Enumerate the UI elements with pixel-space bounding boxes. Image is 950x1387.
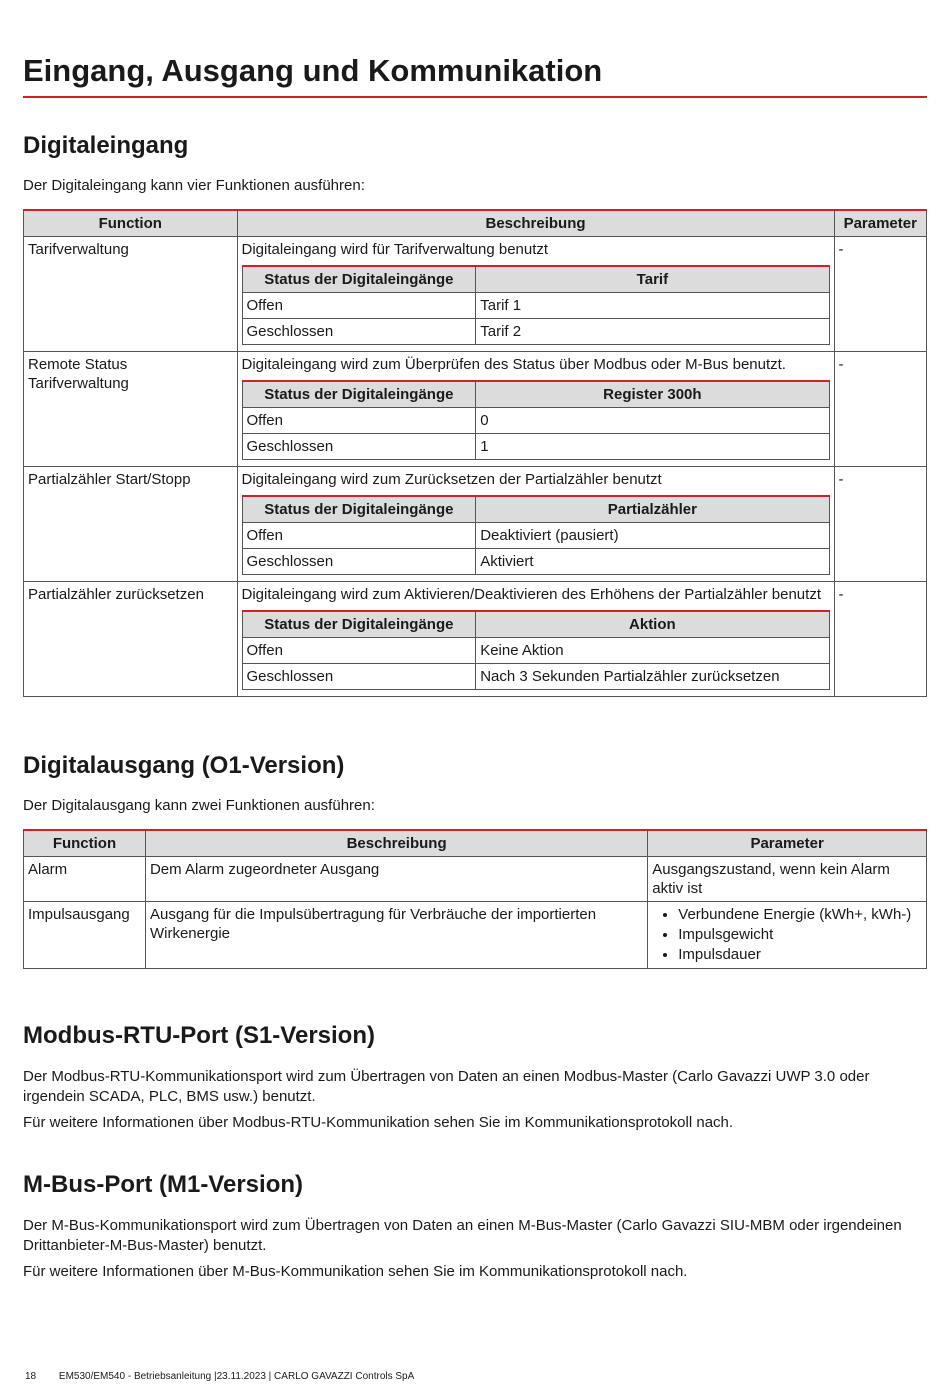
inner-cell: Offen <box>242 523 476 549</box>
inner-header-status: Status der Digitaleingänge <box>242 266 476 293</box>
inner-row <box>242 434 829 460</box>
inner-cell: Offen <box>242 638 476 664</box>
inner-status-table <box>242 610 830 690</box>
inner-cell: Nach 3 Sekunden Partialzähler zurücksetzen <box>476 664 829 690</box>
description-cell <box>237 237 834 352</box>
modbus-paragraph-2: Für weitere Informationen über Modbus-RTU-Kommunikation sehen Sie im Kommunikationsprotokoll nach. <box>23 1114 734 1131</box>
description-text: Digitaleingang wird zum Zurücksetzen der Partialzähler benutzt <box>241 471 662 488</box>
inner-cell: Aktiviert <box>476 549 829 575</box>
footer-text: EM530/EM540 - Betriebsanleitung |23.11.2023 | CARLO GAVAZZI Controls SpA <box>58 1371 415 1382</box>
inner-header-status: Status der Digitaleingänge <box>242 496 476 523</box>
parameter-cell: - <box>834 582 926 697</box>
inner-header-status: Status der Digitaleingänge <box>242 611 476 638</box>
inner-row <box>242 293 829 319</box>
function-cell: Partialzähler Start/Stopp <box>24 467 238 582</box>
inner-cell: Geschlossen <box>242 319 476 345</box>
parameter-cell: Ausgangszustand, wenn kein Alarm aktiv ist <box>648 857 927 902</box>
mbus-paragraph-2: Für weitere Informationen über M-Bus-Kommunikation sehen Sie im Kommunikationsprotokoll nach. <box>23 1263 688 1280</box>
header-function: Function <box>24 830 146 857</box>
table-row <box>24 902 927 969</box>
description-text: Digitaleingang wird für Tarifverwaltung benutzt <box>241 241 549 258</box>
inner-cell: Keine Aktion <box>476 638 829 664</box>
table-row <box>24 237 927 352</box>
inner-status-table <box>242 495 830 575</box>
header-beschreibung: Beschreibung <box>145 830 647 857</box>
inner-header-value: Register 300h <box>476 381 829 408</box>
inner-header-value: Partialzähler <box>476 496 829 523</box>
page-number: 18 <box>25 1371 37 1382</box>
page-footer <box>25 1371 434 1382</box>
digitalausgang-intro: Der Digitalausgang kann zwei Funktionen ausführen: <box>23 797 375 814</box>
inner-cell: Geschlossen <box>242 434 476 460</box>
modbus-paragraph-1: Der Modbus-RTU-Kommunikationsport wird zum Übertragen von Daten an einen Modbus-Master (Carlo Gavazzi UWP 3.0 oder irgendein SCADA, PLC, BMS usw.) benutzt. <box>23 1068 870 1105</box>
list-item: • Verbundene Energie (kWh+, kWh-) <box>678 905 922 924</box>
header-parameter: Parameter <box>648 830 927 857</box>
function-cell: Alarm <box>24 857 146 902</box>
digitalausgang-table <box>23 829 927 969</box>
section-heading-digitaleingang: Digitaleingang <box>23 132 189 159</box>
function-cell: Remote Status Tarifverwaltung <box>24 352 238 467</box>
inner-row <box>242 319 829 345</box>
inner-row <box>242 638 829 664</box>
inner-cell: Tarif 2 <box>476 319 829 345</box>
inner-cell: 1 <box>476 434 829 460</box>
description-cell: Dem Alarm zugeordneter Ausgang <box>145 857 647 902</box>
inner-status-table <box>242 380 830 460</box>
description-text: Digitaleingang wird zum Überprüfen des Status über Modbus oder M-Bus benutzt. <box>241 356 786 373</box>
function-cell: Tarifverwaltung <box>24 237 238 352</box>
inner-cell: Geschlossen <box>242 664 476 690</box>
inner-header-value: Aktion <box>476 611 829 638</box>
section-heading-modbus: Modbus-RTU-Port (S1-Version) <box>23 1022 375 1049</box>
table-row <box>24 467 927 582</box>
function-cell: Partialzähler zurücksetzen <box>24 582 238 697</box>
page-title: Eingang, Ausgang und Kommunikation <box>23 52 927 98</box>
inner-header-value: Tarif <box>476 266 829 293</box>
list-item: • Impulsgewicht <box>678 925 922 944</box>
section-heading-mbus: M-Bus-Port (M1-Version) <box>23 1171 304 1198</box>
mbus-paragraph-1: Der M-Bus-Kommunikationsport wird zum Übertragen von Daten an einen M-Bus-Master (Carlo Gavazzi SIU-MBM oder irgendeinen Drittanbieter-M-Bus-Master) benutzt. <box>23 1217 902 1254</box>
parameter-cell: - <box>834 467 926 582</box>
description-text: Digitaleingang wird zum Aktivieren/Deaktivieren des Erhöhens der Partialzähler benutzt <box>241 586 821 603</box>
description-cell <box>237 467 834 582</box>
inner-row <box>242 523 829 549</box>
list-item: • Impulsdauer <box>678 945 922 964</box>
inner-status-table <box>242 265 830 345</box>
table-row <box>24 582 927 697</box>
section-heading-digitalausgang: Digitalausgang (O1-Version) <box>23 752 345 779</box>
inner-cell: 0 <box>476 408 829 434</box>
header-function: Function <box>24 210 238 237</box>
inner-header-status: Status der Digitaleingänge <box>242 381 476 408</box>
digitaleingang-intro: Der Digitaleingang kann vier Funktionen ausführen: <box>23 177 365 194</box>
digitaleingang-table <box>23 209 927 697</box>
inner-cell: Tarif 1 <box>476 293 829 319</box>
inner-cell: Geschlossen <box>242 549 476 575</box>
table-row <box>24 352 927 467</box>
table-header-row <box>24 830 927 857</box>
header-beschreibung: Beschreibung <box>237 210 834 237</box>
description-cell: Ausgang für die Impulsübertragung für Verbräuche der importierten Wirkenergie <box>145 902 647 969</box>
header-parameter: Parameter <box>834 210 926 237</box>
inner-cell: Offen <box>242 293 476 319</box>
table-row <box>24 857 927 902</box>
table-header-row <box>24 210 927 237</box>
description-cell <box>237 352 834 467</box>
inner-row <box>242 664 829 690</box>
description-cell <box>237 582 834 697</box>
inner-row <box>242 549 829 575</box>
parameter-cell <box>648 902 927 969</box>
parameter-list <box>652 905 922 964</box>
inner-cell: Deaktiviert (pausiert) <box>476 523 829 549</box>
parameter-cell: - <box>834 352 926 467</box>
inner-row <box>242 408 829 434</box>
function-cell: Impulsausgang <box>24 902 146 969</box>
inner-cell: Offen <box>242 408 476 434</box>
parameter-cell: - <box>834 237 926 352</box>
